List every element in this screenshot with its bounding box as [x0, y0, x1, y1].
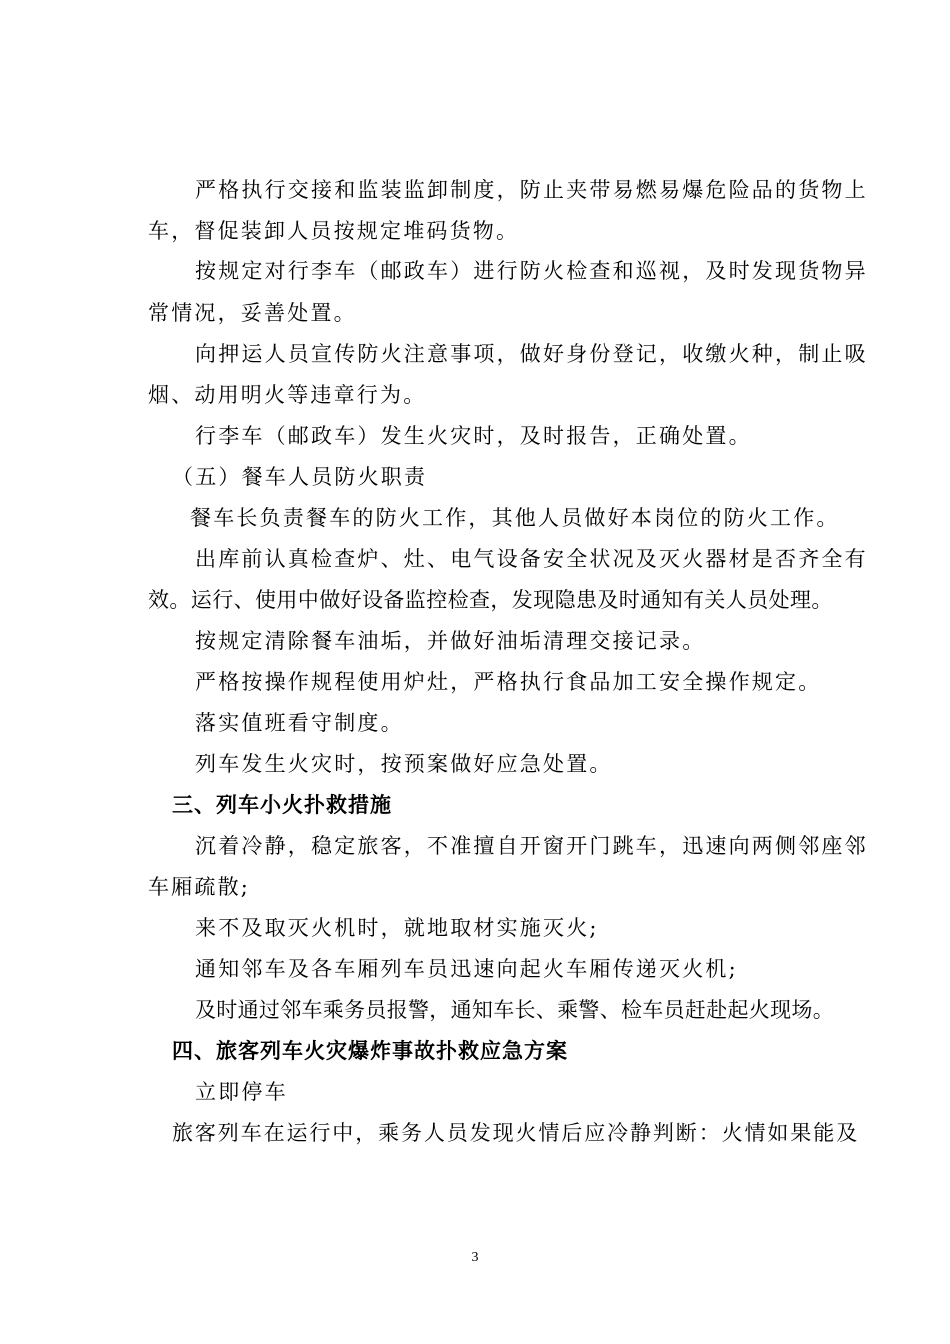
paragraph-line: 效。运行、使用中做好设备监控检查，发现隐患及时通知有关人员处理。 [148, 588, 833, 612]
paragraph-line: 沉着冷静，稳定旅客，不准擅自开窗开门跳车，迅速向两侧邻座邻 [195, 834, 868, 858]
paragraph-line: 向押运人员宣传防火注意事项，做好身份登记，收缴火种，制止吸 [195, 342, 868, 366]
section-heading: 三、列车小火扑救措施 [172, 792, 392, 817]
paragraph-line: 出库前认真检查炉、灶、电气设备安全状况及灭火器材是否齐全有 [195, 547, 868, 571]
paragraph-line: 立即停车 [195, 1080, 288, 1104]
paragraph-line: 严格执行交接和监装监卸制度，防止夹带易燃易爆危险品的货物上 [195, 178, 868, 202]
section-heading: 四、旅客列车火灾爆炸事故扑救应急方案 [172, 1038, 568, 1063]
paragraph-line: 常情况，妥善处置。 [148, 301, 357, 325]
paragraph-line: 通知邻车及各车厢列车员迅速向起火车厢传递灭火机; [195, 957, 738, 981]
paragraph-line: 按规定对行李车（邮政车）进行防火检查和巡视，及时发现货物异 [195, 259, 868, 283]
section-subheading: （五）餐车人员防火职责 [172, 465, 428, 489]
paragraph-line: 旅客列车在运行中，乘务人员发现火情后应冷静判断：火情如果能及 [172, 1121, 859, 1145]
paragraph-line: 按规定清除餐车油垢，并做好油垢清理交接记录。 [195, 629, 706, 653]
paragraph-line: 及时通过邻车乘务员报警，通知车长、乘警、检车员赶赴起火现场。 [195, 998, 834, 1022]
paragraph-line: 来不及取灭火机时，就地取材实施灭火; [195, 916, 599, 940]
paragraph-line: 车厢疏散; [148, 875, 251, 899]
paragraph-line: 严格按操作规程使用炉灶，严格执行食品加工安全操作规定。 [195, 670, 822, 694]
paragraph-line: 行李车（邮政车）发生火灾时，及时报告，正确处置。 [195, 424, 752, 448]
paragraph-line: 餐车长负责餐车的防火工作，其他人员做好本岗位的防火工作。 [190, 506, 840, 530]
paragraph-line: 烟、动用明火等违章行为。 [148, 383, 427, 407]
paragraph-line: 车，督促装卸人员按规定堆码货物。 [148, 219, 520, 243]
page-number: 3 [471, 1250, 479, 1265]
paragraph-line: 列车发生火灾时，按预案做好应急处置。 [195, 752, 613, 776]
paragraph-line: 落实值班看守制度。 [195, 711, 404, 735]
